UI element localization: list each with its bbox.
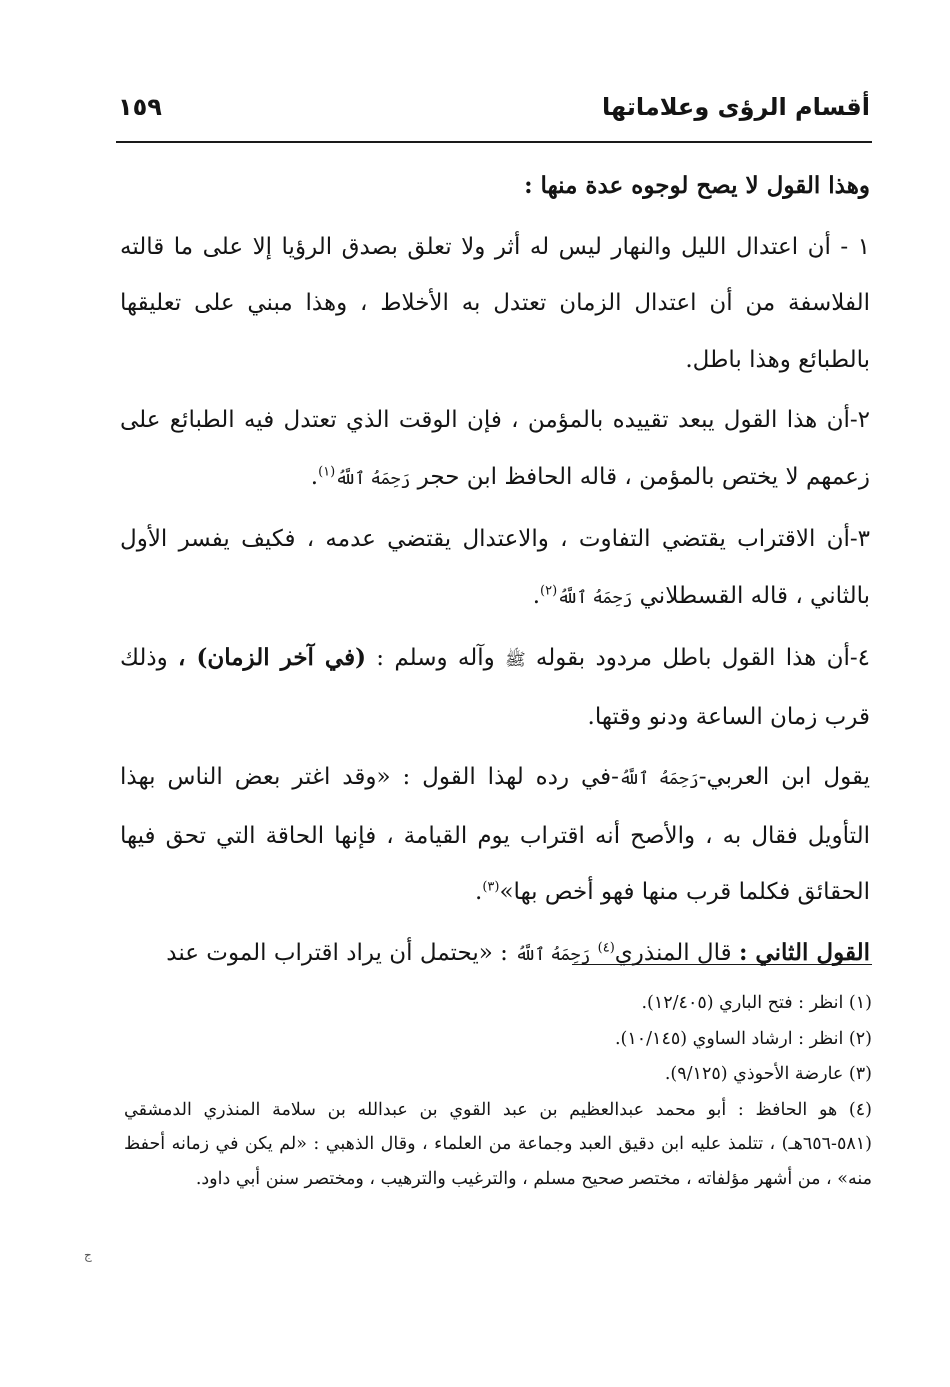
footnote-4: (٤) هو الحافظ : أبو محمد عبدالعظيم بن عبد القوي بن عبدالله بن سلامة المنذري الدمشقي (٥٨١-٦٥٦هـ) ، تتلمذ عليه ابن دقيق العبد وجماعة من العلماء ، وقال الذهبي : «لم يكن في زمانه أحفظ منه» ، من أشهر مؤلفاته ، مختصر صحيح مسلم ، والترغيب والترهيب ، ومختصر سنن أبي داود. — [124, 1099, 872, 1189]
paragraph-5-text-b: -في رده لهذا القول : «وقد اغتر بعض الناس بهذا التأويل فقال به ، والأصح أنه اقتراب يوم القيامة ، فإنها الحاقة التي تحق فيها الحقائق فكلما قرب منها فهو أخص بها» — [120, 764, 870, 905]
footnote-3: (٣) عارضة الأحوذي (٩/١٢٥). — [664, 1064, 872, 1084]
paragraph-4-text-c: وذلك قرب زمان الساعة ودنو وقتها. — [120, 645, 870, 730]
footnote-ref-4[interactable]: (٤) — [597, 939, 615, 955]
footnote-2: (٢) انظر : ارشاد الساوي (١٠/١٤٥). — [614, 1028, 872, 1049]
page-header — [118, 82, 870, 132]
paragraph-4-text-a: ٤-أن هذا القول باطل مردود بقوله — [535, 645, 870, 671]
paragraph-6-text-a: قال المنذري — [614, 939, 732, 966]
paragraph-6 — [120, 925, 870, 984]
main-text — [120, 158, 870, 987]
margin-mark: ج — [84, 1248, 92, 1262]
honorific-phrase: رَحِمَهُ ٱللَّهُ — [335, 468, 411, 489]
salawat-glyph: ﷺ — [505, 650, 526, 670]
running-title: أقسام الرؤى وعلاماتها — [601, 93, 870, 121]
honorific-phrase: رَحِمَهُ ٱللَّهُ — [618, 769, 699, 789]
paragraph-1: ١ - أن اعتدال الليل والنهار ليس له أثر ولا تعلق بصدق الرؤيا إلا على ما قالته الفلاسفة من أن اعتدال الزمان تعتدل به الأخلاط ، وهذا مبني على تعليقها بالطبائع وهذا باطل. — [120, 233, 870, 373]
hadith-quote: (في آخر الزمان) ، — [178, 644, 366, 671]
footnote-ref-1[interactable]: (١) — [318, 463, 336, 479]
paragraph-3-text: ٣-أن الاقتراب يقتضي التفاوت ، والاعتدال يقتضي عدمه ، فكيف يفسر الأول بالثاني ، قاله القسطلاني — [120, 526, 870, 609]
footnote-divider — [572, 964, 872, 965]
page-number: ١٥٩ — [118, 93, 162, 121]
paragraph-6-text-b: : «يحتمل أن يراد اقتراب الموت عند — [166, 939, 508, 966]
honorific-phrase: رَحِمَهُ ٱللَّهُ — [557, 587, 633, 608]
footnote-ref-2[interactable]: (٢) — [540, 582, 558, 598]
intro-line: وهذا القول لا يصح لوجوه عدة منها : — [524, 172, 870, 199]
footnote-ref-3[interactable]: (٣) — [482, 879, 500, 895]
footnote-1: (١) انظر : فتح الباري (١٢/٤٠٥). — [641, 993, 872, 1013]
honorific-phrase: رَحِمَهُ ٱللَّهُ — [515, 944, 591, 965]
footnotes — [124, 986, 872, 1197]
paragraph-3: ٣-أن الاقتراب يقتضي التفاوت ، والاعتدال يقتضي عدمه ، فكيف يفسر الأول بالثاني ، قاله القسطلاني رَحِمَهُ ٱللَّهُ$^{(٢)}$. — [120, 526, 870, 609]
header-divider — [116, 141, 872, 143]
paragraph-2-text: ٢-أن هذا القول يبعد تقييده بالمؤمن ، فإن الوقت الذي تعتدل فيه الطبائع على زعمهم لا يختص بالمؤمن ، قاله الحافظ ابن حجر — [120, 407, 870, 490]
paragraph-2: ٢-أن هذا القول يبعد تقييده بالمؤمن ، فإن الوقت الذي تعتدل فيه الطبائع على زعمهم لا يختص بالمؤمن ، قاله الحافظ ابن حجر رَحِمَهُ ٱللَّهُ$^{(١)}$. — [120, 407, 870, 490]
paragraph-4 — [120, 630, 870, 745]
paragraph-5-text-a: يقول ابن العربي- — [698, 764, 870, 790]
second-opinion-label: القول الثاني : — [738, 938, 870, 966]
paragraph-4-text-b: وآله وسلم : — [376, 645, 495, 671]
paragraph-5: يقول ابن العربي-رَحِمَهُ ٱللَّهُ-في رده لهذا القول : «وقد اغتر بعض الناس بهذا التأويل فقال به ، والأصح أنه اقتراب يوم القيامة ، فإنها الحاقة التي تحق فيها الحقائق فكلما قرب منها فهو أخص بها»$^{(٣)}$. — [120, 764, 870, 905]
